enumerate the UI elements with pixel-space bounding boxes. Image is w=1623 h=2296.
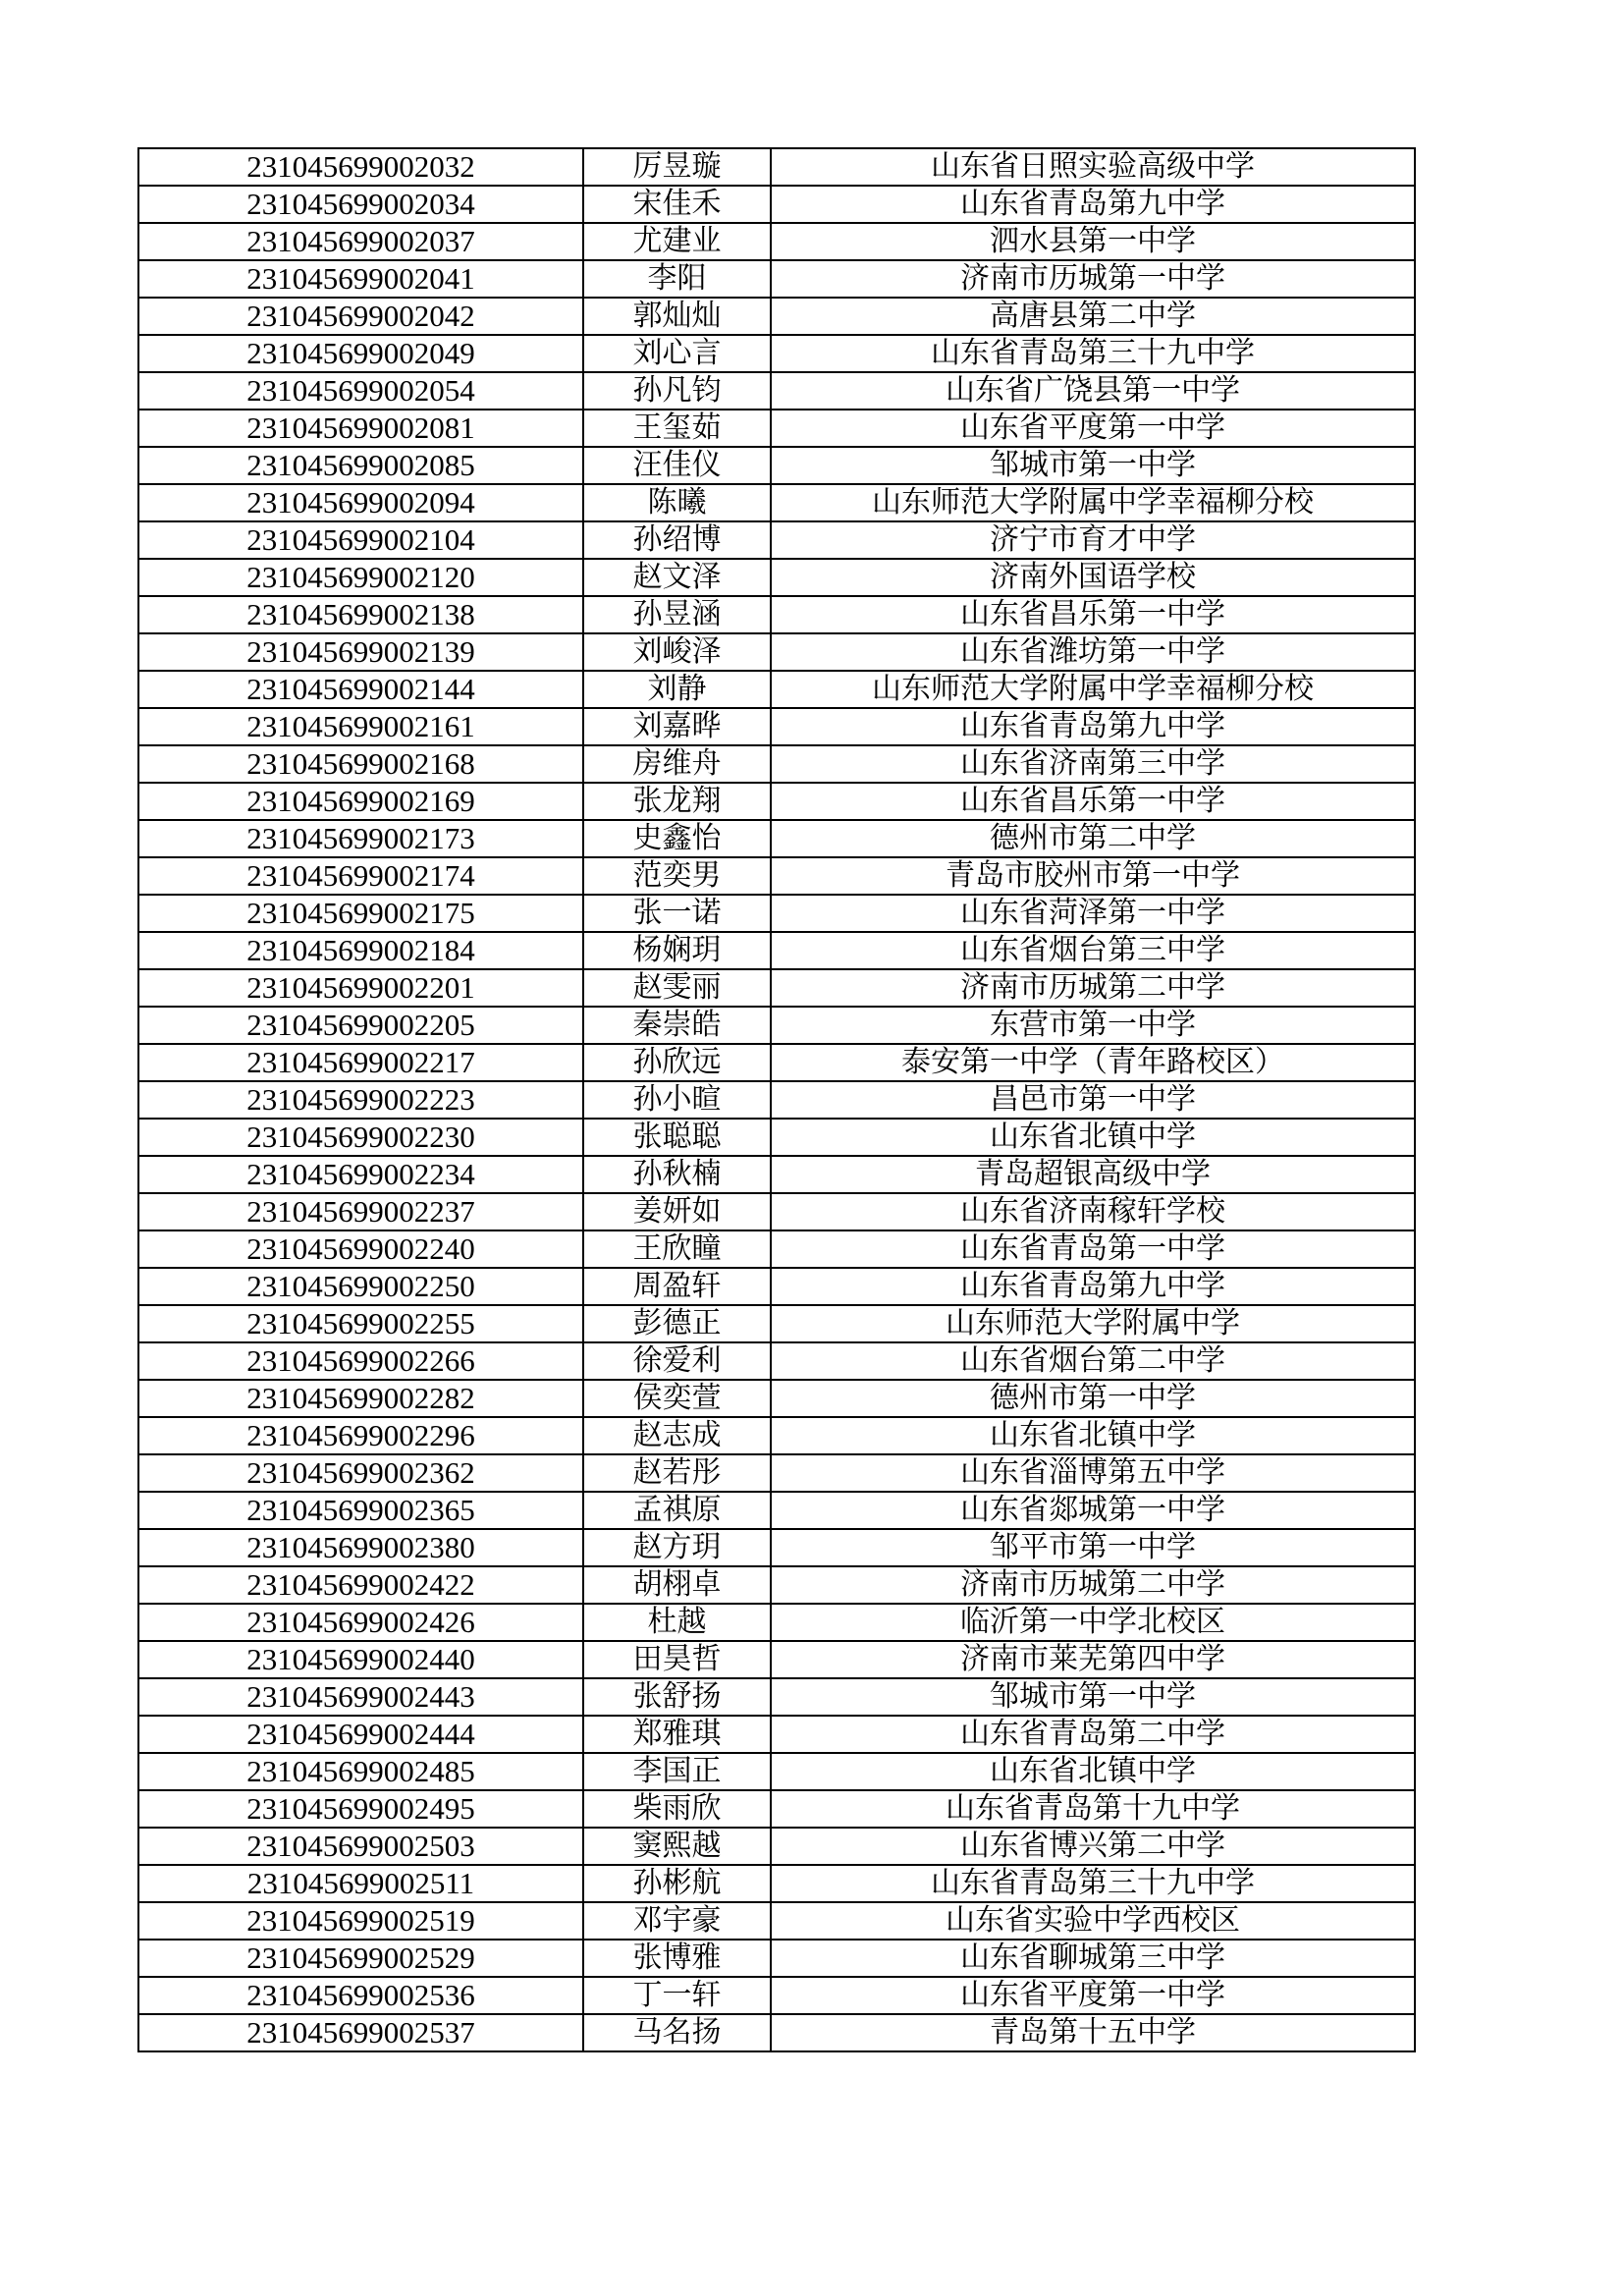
candidate-id-cell: 231045699002255 [138, 1305, 583, 1342]
table-row [138, 1193, 1415, 1230]
student-name-cell: 周盈轩 [583, 1268, 771, 1305]
student-name-cell: 史鑫怡 [583, 820, 771, 857]
school-name-cell: 山东省北镇中学 [771, 1417, 1415, 1454]
student-name-cell: 徐爱利 [583, 1342, 771, 1380]
table-row [138, 410, 1415, 447]
school-name-cell: 山东省青岛第一中学 [771, 1230, 1415, 1268]
school-name-cell: 济南外国语学校 [771, 559, 1415, 596]
candidate-id-cell: 231045699002094 [138, 484, 583, 521]
student-name-cell: 赵志成 [583, 1417, 771, 1454]
candidate-id-cell: 231045699002085 [138, 447, 583, 484]
candidate-id-cell: 231045699002223 [138, 1081, 583, 1119]
student-name-cell: 马名扬 [583, 2014, 771, 2051]
table-row [138, 1268, 1415, 1305]
school-name-cell: 山东省淄博第五中学 [771, 1454, 1415, 1492]
candidate-id-cell: 231045699002529 [138, 1940, 583, 1977]
candidate-id-cell: 231045699002495 [138, 1790, 583, 1828]
candidate-id-cell: 231045699002519 [138, 1902, 583, 1940]
candidate-id-cell: 231045699002234 [138, 1156, 583, 1193]
table-row [138, 223, 1415, 260]
student-name-cell: 刘静 [583, 671, 771, 708]
candidate-id-cell: 231045699002362 [138, 1454, 583, 1492]
student-name-cell: 侯奕萱 [583, 1380, 771, 1417]
candidate-id-cell: 231045699002175 [138, 895, 583, 932]
table-row [138, 1454, 1415, 1492]
candidate-id-cell: 231045699002169 [138, 783, 583, 820]
table-row [138, 1119, 1415, 1156]
table-row [138, 1492, 1415, 1529]
student-name-cell: 赵若彤 [583, 1454, 771, 1492]
candidate-id-cell: 231045699002240 [138, 1230, 583, 1268]
student-name-cell: 丁一轩 [583, 1977, 771, 2014]
candidate-id-cell: 231045699002536 [138, 1977, 583, 2014]
candidate-id-cell: 231045699002042 [138, 298, 583, 335]
candidate-id-cell: 231045699002230 [138, 1119, 583, 1156]
candidate-id-cell: 231045699002296 [138, 1417, 583, 1454]
student-name-cell: 王玺茹 [583, 410, 771, 447]
table-row [138, 1940, 1415, 1977]
candidate-id-cell: 231045699002250 [138, 1268, 583, 1305]
candidate-id-cell: 231045699002426 [138, 1604, 583, 1641]
candidate-id-cell: 231045699002168 [138, 745, 583, 783]
school-name-cell: 东营市第一中学 [771, 1007, 1415, 1044]
candidate-id-cell: 231045699002365 [138, 1492, 583, 1529]
candidate-id-cell: 231045699002138 [138, 596, 583, 633]
student-name-cell: 孙欣远 [583, 1044, 771, 1081]
table-row [138, 1305, 1415, 1342]
student-name-cell: 秦崇皓 [583, 1007, 771, 1044]
student-name-cell: 刘峻泽 [583, 633, 771, 671]
school-name-cell: 山东省平度第一中学 [771, 1977, 1415, 2014]
school-name-cell: 邹城市第一中学 [771, 447, 1415, 484]
school-name-cell: 山东省聊城第三中学 [771, 1940, 1415, 1977]
table-row [138, 1342, 1415, 1380]
table-row [138, 260, 1415, 298]
student-name-cell: 孙彬航 [583, 1865, 771, 1902]
candidate-id-cell: 231045699002032 [138, 148, 583, 186]
student-name-cell: 郭灿灿 [583, 298, 771, 335]
school-name-cell: 山东省博兴第二中学 [771, 1828, 1415, 1865]
student-name-cell: 李国正 [583, 1753, 771, 1790]
student-name-cell: 赵文泽 [583, 559, 771, 596]
table-row [138, 1417, 1415, 1454]
table-row [138, 1716, 1415, 1753]
student-name-cell: 胡栩卓 [583, 1566, 771, 1604]
table-row [138, 372, 1415, 410]
student-name-cell: 房维舟 [583, 745, 771, 783]
school-name-cell: 泰安第一中学（青年路校区） [771, 1044, 1415, 1081]
table-row [138, 783, 1415, 820]
candidate-id-cell: 231045699002049 [138, 335, 583, 372]
school-name-cell: 山东省济南第三中学 [771, 745, 1415, 783]
student-name-cell: 孙昱涵 [583, 596, 771, 633]
table-row [138, 1828, 1415, 1865]
student-name-cell: 厉昱璇 [583, 148, 771, 186]
table-row [138, 1566, 1415, 1604]
student-name-cell: 张一诺 [583, 895, 771, 932]
student-name-cell: 彭德正 [583, 1305, 771, 1342]
table-row [138, 671, 1415, 708]
school-name-cell: 山东省菏泽第一中学 [771, 895, 1415, 932]
table-row [138, 1641, 1415, 1678]
student-name-cell: 宋佳禾 [583, 186, 771, 223]
student-name-cell: 孙秋楠 [583, 1156, 771, 1193]
school-name-cell: 山东省昌乐第一中学 [771, 783, 1415, 820]
student-name-cell: 孙绍博 [583, 521, 771, 559]
school-name-cell: 济南市历城第一中学 [771, 260, 1415, 298]
student-name-cell: 汪佳仪 [583, 447, 771, 484]
school-name-cell: 济南市历城第二中学 [771, 969, 1415, 1007]
school-name-cell: 青岛第十五中学 [771, 2014, 1415, 2051]
candidate-id-cell: 231045699002173 [138, 820, 583, 857]
table-row [138, 820, 1415, 857]
table-row [138, 708, 1415, 745]
school-name-cell: 山东省青岛第九中学 [771, 1268, 1415, 1305]
table-row [138, 1678, 1415, 1716]
candidate-id-cell: 231045699002443 [138, 1678, 583, 1716]
candidate-id-cell: 231045699002184 [138, 932, 583, 969]
candidate-id-cell: 231045699002282 [138, 1380, 583, 1417]
student-name-cell: 张聪聪 [583, 1119, 771, 1156]
table-row [138, 559, 1415, 596]
school-name-cell: 山东省平度第一中学 [771, 410, 1415, 447]
student-name-cell: 杜越 [583, 1604, 771, 1641]
school-name-cell: 山东省郯城第一中学 [771, 1492, 1415, 1529]
table-row [138, 484, 1415, 521]
candidate-id-cell: 231045699002081 [138, 410, 583, 447]
student-name-cell: 姜妍如 [583, 1193, 771, 1230]
student-name-cell: 郑雅琪 [583, 1716, 771, 1753]
table-row [138, 932, 1415, 969]
school-name-cell: 山东省日照实验高级中学 [771, 148, 1415, 186]
table-row [138, 1753, 1415, 1790]
school-name-cell: 青岛超银高级中学 [771, 1156, 1415, 1193]
student-name-cell: 张舒扬 [583, 1678, 771, 1716]
student-name-cell: 张博雅 [583, 1940, 771, 1977]
table-row [138, 857, 1415, 895]
school-name-cell: 昌邑市第一中学 [771, 1081, 1415, 1119]
candidate-id-cell: 231045699002161 [138, 708, 583, 745]
student-name-cell: 范奕男 [583, 857, 771, 895]
table-row [138, 1081, 1415, 1119]
table-row [138, 895, 1415, 932]
school-name-cell: 山东省实验中学西校区 [771, 1902, 1415, 1940]
table-row [138, 633, 1415, 671]
school-name-cell: 临沂第一中学北校区 [771, 1604, 1415, 1641]
table-row [138, 1902, 1415, 1940]
table-row [138, 2014, 1415, 2051]
candidate-id-cell: 231045699002380 [138, 1529, 583, 1566]
student-name-cell: 田昊哲 [583, 1641, 771, 1678]
table-row [138, 186, 1415, 223]
candidate-id-cell: 231045699002041 [138, 260, 583, 298]
student-roster-table [137, 147, 1416, 2052]
table-row [138, 447, 1415, 484]
student-name-cell: 杨娴玥 [583, 932, 771, 969]
school-name-cell: 山东省潍坊第一中学 [771, 633, 1415, 671]
student-name-cell: 孙小暄 [583, 1081, 771, 1119]
school-name-cell: 邹城市第一中学 [771, 1678, 1415, 1716]
school-name-cell: 山东省济南稼轩学校 [771, 1193, 1415, 1230]
school-name-cell: 山东省昌乐第一中学 [771, 596, 1415, 633]
table-row [138, 1529, 1415, 1566]
table-row [138, 1007, 1415, 1044]
candidate-id-cell: 231045699002205 [138, 1007, 583, 1044]
table-row [138, 969, 1415, 1007]
student-name-cell: 柴雨欣 [583, 1790, 771, 1828]
school-name-cell: 山东省青岛第九中学 [771, 708, 1415, 745]
table-row [138, 521, 1415, 559]
table-row [138, 1380, 1415, 1417]
candidate-id-cell: 231045699002144 [138, 671, 583, 708]
candidate-id-cell: 231045699002422 [138, 1566, 583, 1604]
student-name-cell: 刘心言 [583, 335, 771, 372]
school-name-cell: 德州市第一中学 [771, 1380, 1415, 1417]
candidate-id-cell: 231045699002440 [138, 1641, 583, 1678]
school-name-cell: 山东师范大学附属中学幸福柳分校 [771, 671, 1415, 708]
table-row [138, 148, 1415, 186]
student-name-cell: 尤建业 [583, 223, 771, 260]
candidate-id-cell: 231045699002266 [138, 1342, 583, 1380]
student-name-cell: 孟祺原 [583, 1492, 771, 1529]
school-name-cell: 山东省烟台第三中学 [771, 932, 1415, 969]
school-name-cell: 山东省青岛第二中学 [771, 1716, 1415, 1753]
candidate-id-cell: 231045699002217 [138, 1044, 583, 1081]
candidate-id-cell: 231045699002237 [138, 1193, 583, 1230]
school-name-cell: 邹平市第一中学 [771, 1529, 1415, 1566]
table-row [138, 1865, 1415, 1902]
school-name-cell: 山东师范大学附属中学 [771, 1305, 1415, 1342]
student-name-cell: 李阳 [583, 260, 771, 298]
candidate-id-cell: 231045699002511 [138, 1865, 583, 1902]
school-name-cell: 德州市第二中学 [771, 820, 1415, 857]
school-name-cell: 青岛市胶州市第一中学 [771, 857, 1415, 895]
school-name-cell: 山东省北镇中学 [771, 1753, 1415, 1790]
candidate-id-cell: 231045699002120 [138, 559, 583, 596]
table-row [138, 596, 1415, 633]
school-name-cell: 山东省青岛第九中学 [771, 186, 1415, 223]
school-name-cell: 泗水县第一中学 [771, 223, 1415, 260]
school-name-cell: 山东省青岛第三十九中学 [771, 335, 1415, 372]
student-name-cell: 窦熙越 [583, 1828, 771, 1865]
school-name-cell: 山东省青岛第三十九中学 [771, 1865, 1415, 1902]
school-name-cell: 山东省青岛第十九中学 [771, 1790, 1415, 1828]
candidate-id-cell: 231045699002104 [138, 521, 583, 559]
table-row [138, 1977, 1415, 2014]
student-name-cell: 张龙翔 [583, 783, 771, 820]
student-name-cell: 刘嘉晔 [583, 708, 771, 745]
table-row [138, 1790, 1415, 1828]
school-name-cell: 山东省烟台第二中学 [771, 1342, 1415, 1380]
table-row [138, 335, 1415, 372]
candidate-id-cell: 231045699002444 [138, 1716, 583, 1753]
student-name-cell: 陈曦 [583, 484, 771, 521]
school-name-cell: 山东师范大学附属中学幸福柳分校 [771, 484, 1415, 521]
candidate-id-cell: 231045699002054 [138, 372, 583, 410]
school-name-cell: 高唐县第二中学 [771, 298, 1415, 335]
student-name-cell: 赵雯丽 [583, 969, 771, 1007]
student-name-cell: 王欣瞳 [583, 1230, 771, 1268]
table-row [138, 1156, 1415, 1193]
candidate-id-cell: 231045699002485 [138, 1753, 583, 1790]
student-name-cell: 赵方玥 [583, 1529, 771, 1566]
candidate-id-cell: 231045699002034 [138, 186, 583, 223]
student-name-cell: 邓宇豪 [583, 1902, 771, 1940]
school-name-cell: 济宁市育才中学 [771, 521, 1415, 559]
candidate-id-cell: 231045699002139 [138, 633, 583, 671]
roster-body [138, 148, 1415, 2051]
candidate-id-cell: 231045699002201 [138, 969, 583, 1007]
candidate-id-cell: 231045699002503 [138, 1828, 583, 1865]
table-row [138, 1044, 1415, 1081]
student-name-cell: 孙凡钧 [583, 372, 771, 410]
table-row [138, 1604, 1415, 1641]
table-row [138, 1230, 1415, 1268]
table-row [138, 745, 1415, 783]
school-name-cell: 山东省广饶县第一中学 [771, 372, 1415, 410]
school-name-cell: 济南市历城第二中学 [771, 1566, 1415, 1604]
table-row [138, 298, 1415, 335]
school-name-cell: 济南市莱芜第四中学 [771, 1641, 1415, 1678]
candidate-id-cell: 231045699002174 [138, 857, 583, 895]
school-name-cell: 山东省北镇中学 [771, 1119, 1415, 1156]
candidate-id-cell: 231045699002037 [138, 223, 583, 260]
candidate-id-cell: 231045699002537 [138, 2014, 583, 2051]
